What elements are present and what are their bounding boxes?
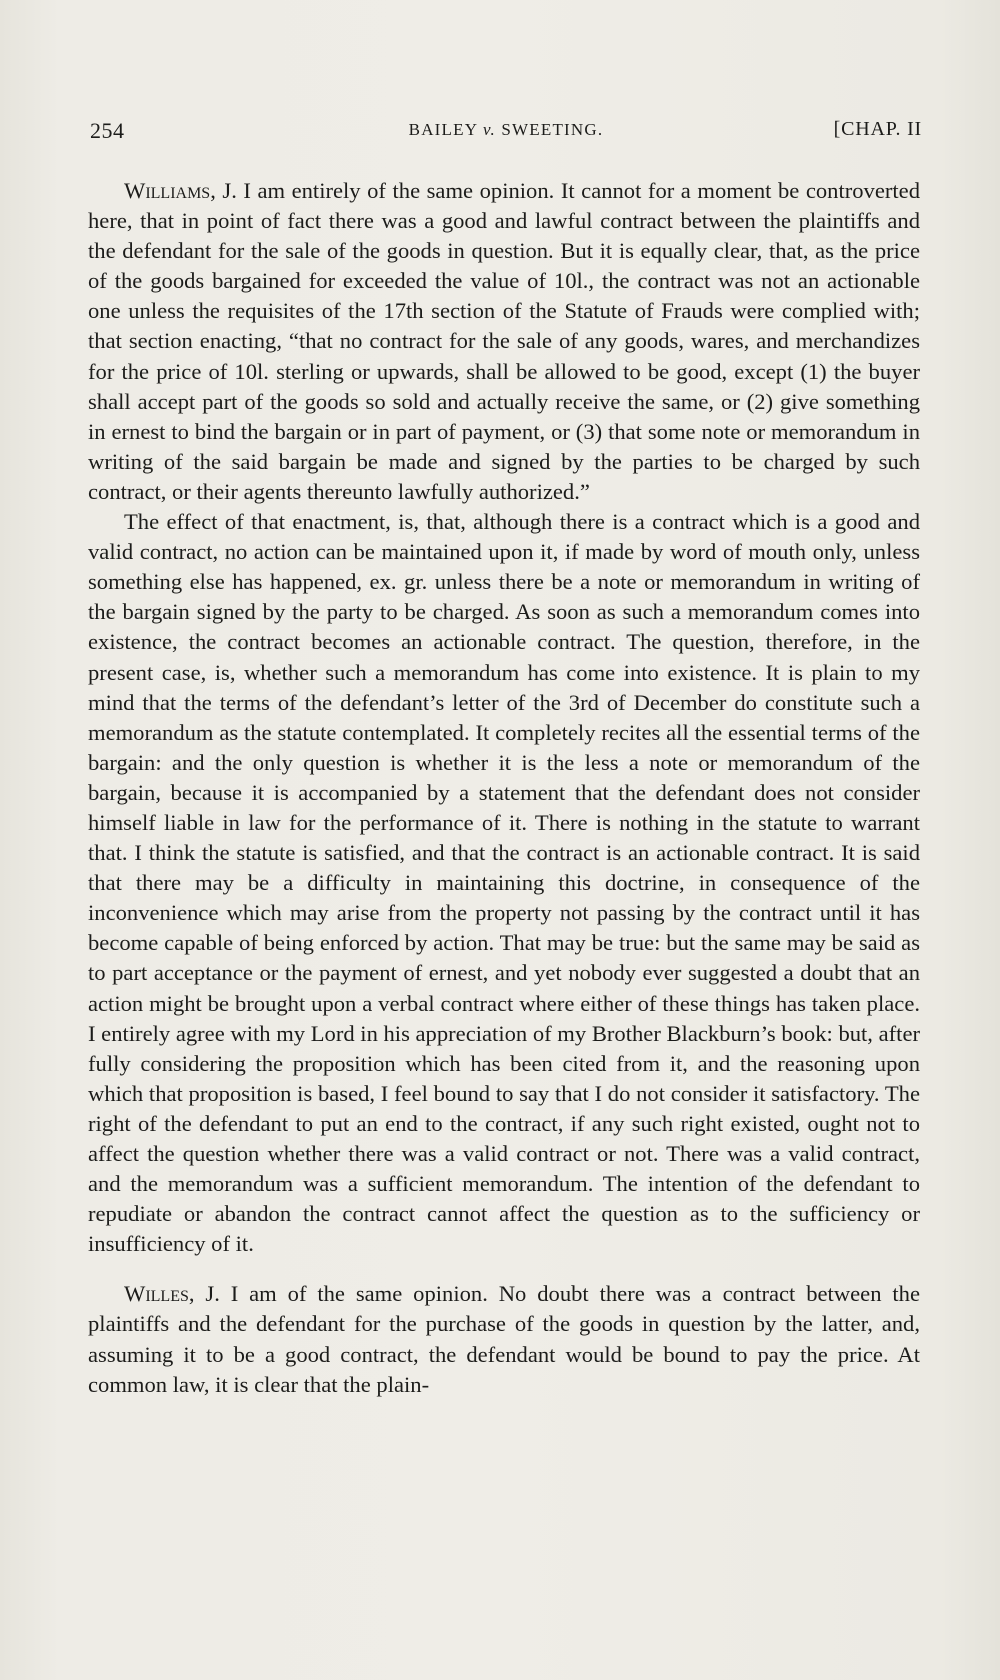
paragraph-williams-opinion (88, 176, 920, 507)
speaker-name: Willes, J. (124, 1281, 220, 1307)
case-title-versus: v. (483, 120, 496, 139)
case-title-defendant: SWEETING. (501, 120, 604, 139)
paragraph-willes-opinion (88, 1279, 920, 1399)
page-number: 254 (90, 118, 125, 143)
paragraph-text: I am of the same opinion. No doubt there was a contract between the plaintiffs and the defendant for the purchase of the goods in question by the latter, and, assuming it to be a good contract, the defendant would be bound to pay the price. At common law, it is clear that the plain- (88, 1281, 920, 1397)
speaker-name: Williams, J. (124, 178, 237, 203)
paragraph-text: The effect of that enactment, is, that, although there is a contract which is a good and valid contract, no action can be maintained upon it, if made by word of mouth only, unless something else has happened, ex. gr. unless there be a note or memorandum in writing of the bargain signed by the party to be charged. As soon as such a memorandum comes into existence, the contract becomes an actionable contract. The question, therefore, in the present case, is, whether such a memorandum has come into existence. It is plain to my mind that the terms of the defendant’s letter of the 3rd of December do constitute such a memorandum as the statute contemplated. It completely recites all the essential terms of the bargain: and the only question is whether it is the less a note or memorandum of the bargain, because it is accompanied by a statement that the defendant does not consider himself liable in law for the performance of it. There is nothing in the statute to warrant that. I think the statute is satisfied, and that the contract is an actionable contract. It is said that there may be a difficulty in maintaining this doctrine, in consequence of the inconvenience which may arise from the property not passing by the contract until it has become capable of being enforced by action. That may be true: but the same may be said as to part acceptance or the payment of ernest, and yet nobody ever suggested a doubt that an action might be brought upon a verbal contract where either of these things has taken place. I entirely agree with my Lord in his appreciation of my Brother Blackburn’s book: but, after fully considering the proposition which has been cited from it, and the reasoning upon which that proposition is based, I feel bound to say that I do not consider it satisfactory. The right of the defendant to put an end to the contract, if any such right existed, ought not to affect the question whether there was a valid contract or not. There was a valid contract, and the memorandum was a sufficient memorandum. The intention of the defendant to repudiate or abandon the contract cannot affect the question as to the sufficiency or insufficiency of it. (88, 509, 920, 1257)
case-title-plaintiff: BAILEY (408, 120, 478, 139)
case-title (90, 120, 922, 140)
running-head (90, 118, 922, 152)
body-text (88, 176, 920, 1400)
paragraph-text: I am entirely of the same opinion. It cannot for a moment be controverted here, that in point of fact there was a good and lawful contract between the plaintiffs and the defendant for the sale of the goods in question. But it is equally clear, that, as the price of the goods bargained for exceeded the value of 10l., the contract was not an actionable one unless the requisites of the 17th section of the Statute of Frauds were complied with; that section enacting, “that no contract for the sale of any goods, wares, and merchandizes for the price of 10l. sterling or upwards, shall be allowed to be good, except (1) the buyer shall accept part of the goods so sold and actually receive the same, or (2) give something in ernest to bind the bargain or in part of payment, or (3) that some note or memorandum in writing of the said bargain be made and signed by the parties to be charged by such contract, or their agents thereunto lawfully authorized.” (88, 178, 920, 504)
chapter-label: [CHAP. II (833, 118, 922, 140)
paragraph-effect-of-enactment (88, 507, 920, 1259)
